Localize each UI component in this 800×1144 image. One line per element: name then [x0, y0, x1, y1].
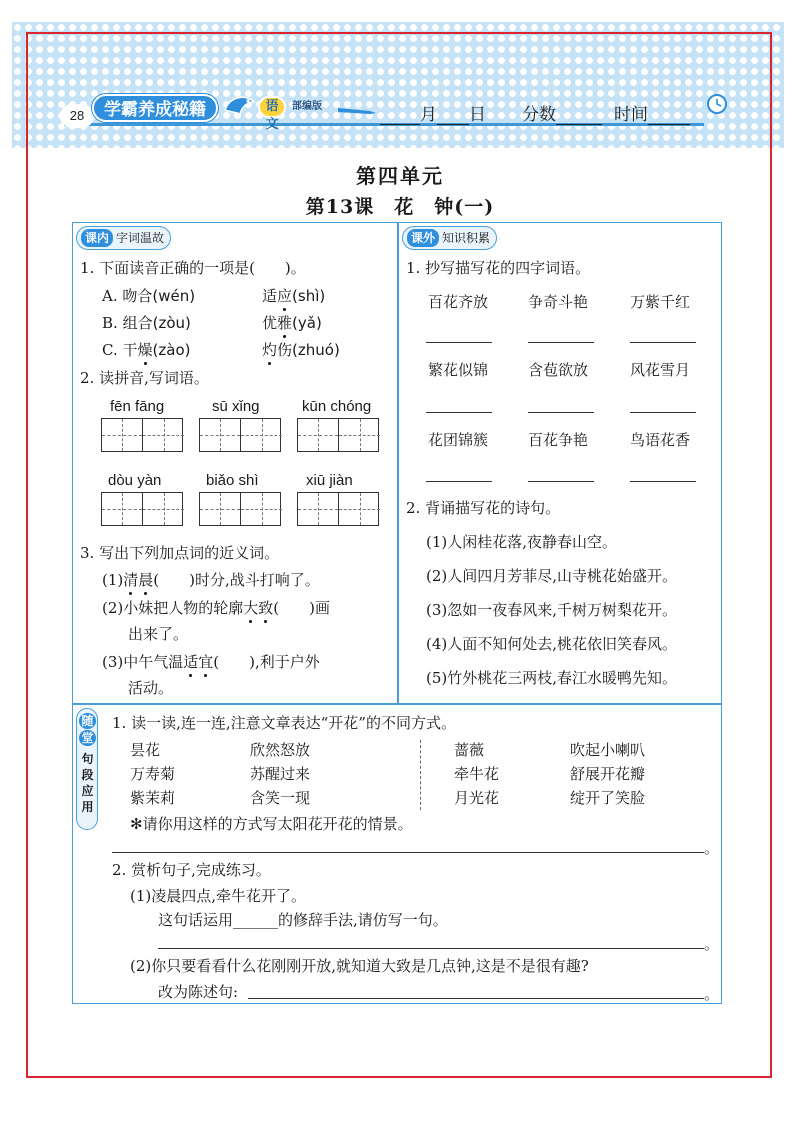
- pinyin-label: xiū jiàn: [306, 472, 353, 489]
- edition-label: 部编版: [292, 101, 322, 112]
- option-c-label: C.: [102, 341, 118, 359]
- option-b2-char1: 优: [262, 314, 278, 332]
- flower-word: 繁花似锦: [428, 361, 489, 379]
- b-q2-task-2: 改为陈述句:: [158, 983, 239, 1001]
- option-a1-pinyin: (wén): [152, 287, 196, 305]
- q3-prompt: 3. 写出下列加点词的近义词。: [80, 544, 280, 562]
- extracurricular-pill: 课外: [407, 229, 439, 247]
- in-class-pill: 课内: [81, 229, 113, 247]
- star-instruction: ✻请你用这样的方式写太阳花开花的情景。: [130, 815, 413, 833]
- q1-option-b1: [102, 313, 191, 333]
- flower-word: 鸟语花香: [630, 431, 691, 449]
- subject-badge: 语文: [258, 96, 286, 118]
- answer-line[interactable]: [158, 948, 704, 949]
- flower-name: 昙花: [130, 741, 161, 759]
- option-c1-char2: 燥: [137, 341, 153, 359]
- option-b-label: B.: [102, 314, 118, 332]
- copy-line[interactable]: [426, 412, 492, 413]
- r-q2-prompt: 2. 背诵描写花的诗句。: [406, 499, 561, 517]
- flower-name: 蔷薇: [454, 741, 485, 759]
- flower-word: 百花争艳: [528, 431, 589, 449]
- s3-dotted-char: 宜: [198, 653, 214, 671]
- pinyin-label: kūn chóng: [302, 398, 372, 415]
- vertical-tag-char: 应: [81, 784, 94, 798]
- blooming-phrase: 舒展开花瓣: [570, 765, 646, 783]
- page-number: 28: [60, 104, 94, 128]
- option-a2-pinyin: (shì): [292, 287, 326, 305]
- option-b1-pinyin: (zòu): [152, 314, 191, 332]
- unit-title: 第四单元: [356, 164, 444, 188]
- b-q2-task-1: 这句话运用______的修辞手法,请仿写一句。: [158, 911, 448, 929]
- pinyin-label: fēn fāng: [110, 398, 165, 415]
- writing-grid[interactable]: [101, 492, 183, 526]
- s1-dotted-char: 晨: [138, 571, 154, 589]
- q1-option-c1: [102, 340, 190, 360]
- b-q1-prompt: 1. 读一读,连一连,注意文章表达“开花”的不同方式。: [112, 714, 456, 732]
- s3-suffix: ( ),利于户外: [213, 653, 320, 671]
- application-vertical-tag: [76, 708, 98, 830]
- flower-name: 月光花: [454, 789, 500, 807]
- writing-grid[interactable]: [199, 492, 281, 526]
- month-blank[interactable]: [380, 107, 420, 125]
- copy-line[interactable]: [630, 412, 696, 413]
- option-a2-char2: 应: [277, 287, 293, 305]
- option-b1-char1: 组: [122, 314, 138, 332]
- s1-suffix: ( )时分,战斗打响了。: [153, 571, 320, 589]
- poem-line: (2)人间四月芳菲尽,山寺桃花始盛开。: [426, 567, 678, 585]
- in-class-tag-text: 字词温故: [116, 231, 165, 245]
- copy-line[interactable]: [426, 342, 492, 343]
- q3-sentence-3: [102, 652, 320, 672]
- writing-grid[interactable]: [199, 418, 281, 452]
- extracurricular-tag-text: 知识积累: [442, 231, 491, 245]
- option-c2-pinyin: (zhuó): [292, 341, 340, 359]
- blooming-phrase: 欣然怒放: [250, 741, 311, 759]
- poem-line: (1)人闲桂花落,夜静春山空。: [426, 533, 618, 551]
- q3-sentence-1: [102, 570, 320, 590]
- option-c1-pinyin: (zào): [152, 341, 191, 359]
- line-end-period: 。: [704, 935, 720, 953]
- option-c2-char1: 灼: [262, 341, 278, 359]
- extracurricular-tag: [402, 226, 497, 250]
- poem-line: (5)竹外桃花三两枝,春江水暖鸭先知。: [426, 669, 678, 687]
- copy-line[interactable]: [528, 481, 594, 482]
- column-divider: [420, 740, 421, 810]
- flower-word: 万紫千红: [630, 293, 691, 311]
- option-a1-char2: 合: [137, 287, 153, 305]
- copy-line[interactable]: [426, 481, 492, 482]
- pinyin-label: dòu yàn: [108, 472, 162, 489]
- day-blank[interactable]: [437, 107, 469, 125]
- writing-grid[interactable]: [297, 492, 379, 526]
- s1-dotted-char: 清: [123, 571, 139, 589]
- answer-line[interactable]: [248, 998, 704, 999]
- blooming-phrase: 苏醒过来: [250, 765, 311, 783]
- b-q2-sentence-1: (1)凌晨四点,牵牛花开了。: [130, 887, 307, 905]
- blooming-phrase: 绽开了笑脸: [570, 789, 646, 807]
- flower-name: 紫茉莉: [130, 789, 176, 807]
- vertical-tag-char: 堂: [79, 730, 96, 746]
- vertical-tag-char: 随: [79, 713, 96, 729]
- option-a1-char1: 吻: [122, 287, 138, 305]
- flower-word: 含苞欲放: [528, 361, 589, 379]
- time-blank[interactable]: [648, 107, 690, 125]
- dolphin-icon: [222, 90, 258, 122]
- flower-word: 百花齐放: [428, 293, 489, 311]
- s2-suffix: ( )画: [273, 599, 330, 617]
- blooming-phrase: 含笑一现: [250, 789, 311, 807]
- flower-word: 花团锦簇: [428, 431, 489, 449]
- q2-prompt: 2. 读拼音,写词语。: [80, 369, 209, 387]
- lesson-title: 第13课 花 钟(一): [305, 196, 495, 218]
- month-label: 月: [420, 105, 437, 125]
- r-q1-prompt: 1. 抄写描写花的四字词语。: [406, 259, 591, 277]
- vertical-tag-char: 段: [81, 768, 94, 782]
- poem-line: (3)忽如一夜春风来,千树万树梨花开。: [426, 601, 678, 619]
- s3-dotted-char: 适: [183, 653, 199, 671]
- score-blank[interactable]: [556, 107, 602, 125]
- b-q2-sentence-2: (2)你只要看看什么花刚刚开放,就知道大致是几点钟,这是不是很有趣?: [130, 957, 589, 975]
- answer-line[interactable]: [112, 852, 704, 853]
- option-b2-char2: 雅: [277, 314, 293, 332]
- flower-word: 风花雪月: [630, 361, 691, 379]
- option-b1-char2: 合: [137, 314, 153, 332]
- flower-name: 万寿菊: [130, 765, 176, 783]
- poem-line: (4)人面不知何处去,桃花依旧笑春风。: [426, 635, 678, 653]
- line-end-period: 。: [704, 839, 720, 857]
- q3-sentence-3-cont: 活动。: [128, 679, 174, 697]
- pen-icon: [336, 104, 378, 116]
- q1-option-b2: [262, 313, 322, 333]
- pinyin-label: sū xǐng: [212, 398, 260, 415]
- copy-line[interactable]: [528, 342, 594, 343]
- s1-prefix: (1): [102, 571, 124, 589]
- writing-grid[interactable]: [101, 418, 183, 452]
- copy-line[interactable]: [630, 342, 696, 343]
- option-c2-char2: 伤: [277, 341, 293, 359]
- score-label: 分数: [522, 105, 556, 125]
- day-label: 日: [469, 105, 486, 125]
- option-c1-char1: 干: [122, 341, 138, 359]
- time-label: 时间: [614, 105, 648, 125]
- s2-prefix: (2)小妹把人物的轮廓: [102, 599, 244, 617]
- date-score-row: [380, 100, 690, 125]
- copy-line[interactable]: [630, 481, 696, 482]
- option-b2-pinyin: (yǎ): [292, 314, 322, 332]
- option-a-label: A.: [102, 287, 118, 305]
- q1-option-c2: [262, 340, 340, 360]
- pinyin-label: biǎo shì: [206, 472, 259, 489]
- in-class-tag: [76, 226, 171, 250]
- s2-dotted-char: 大: [243, 599, 259, 617]
- line-end-period: 。: [704, 985, 720, 1003]
- q3-sentence-2-cont: 出来了。: [128, 625, 189, 643]
- blooming-phrase: 吹起小喇叭: [570, 741, 646, 759]
- b-q2-prompt: 2. 赏析句子,完成练习。: [112, 861, 271, 879]
- s3-prefix: (3)中午气温: [102, 653, 184, 671]
- copy-line[interactable]: [528, 412, 594, 413]
- option-a2-char1: 适: [262, 287, 278, 305]
- vertical-tag-char: 句: [81, 752, 94, 766]
- q1-option-a1: [102, 286, 195, 306]
- s2-dotted-char: 致: [258, 599, 274, 617]
- brand-title: 学霸养成秘籍: [92, 94, 218, 122]
- clock-icon: [706, 93, 728, 115]
- writing-grid[interactable]: [297, 418, 379, 452]
- flower-word: 争奇斗艳: [528, 293, 589, 311]
- vertical-tag-char: 用: [81, 800, 94, 814]
- q1-prompt: 1. 下面读音正确的一项是( )。: [80, 259, 306, 277]
- q1-option-a2: [262, 286, 325, 306]
- q3-sentence-2: [102, 598, 330, 618]
- flower-name: 牵牛花: [454, 765, 500, 783]
